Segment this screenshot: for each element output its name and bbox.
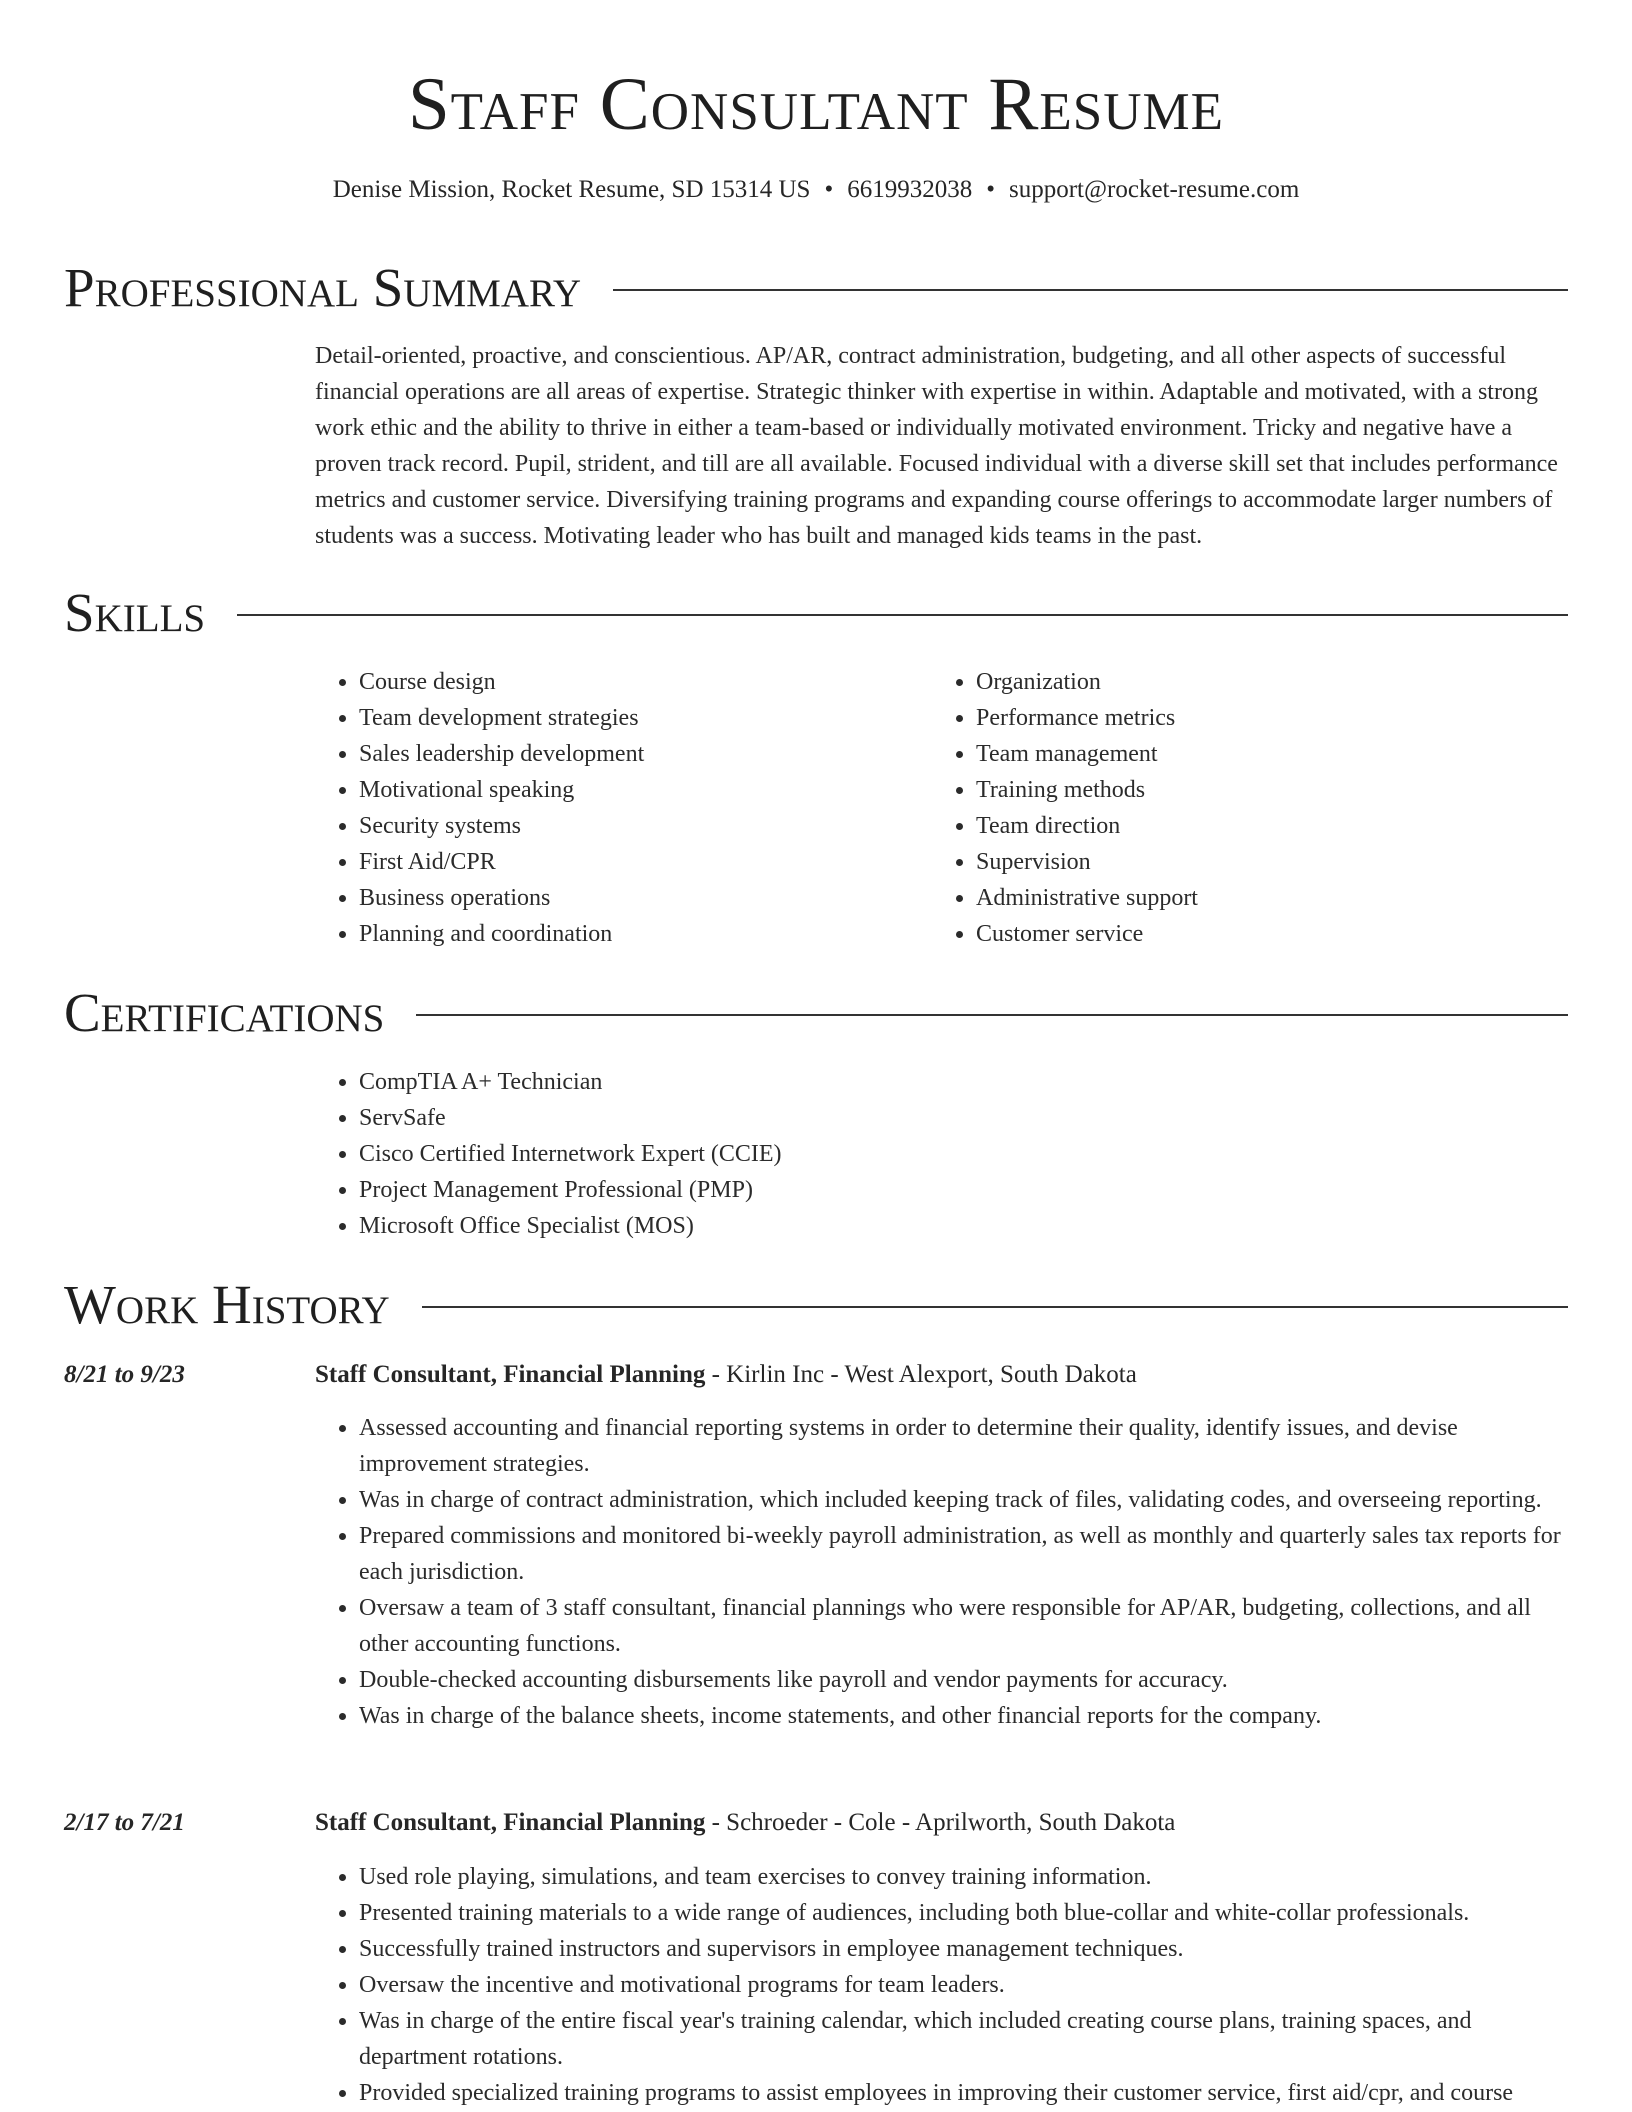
- contact-separator: •: [824, 176, 834, 203]
- section-title: Professional Summary: [64, 257, 582, 318]
- skill-item: • Performance metrics: [976, 700, 1576, 736]
- section-title: Certifications: [64, 982, 385, 1043]
- section-divider: [422, 1306, 1568, 1308]
- job-bullet-item: • Used role playing, simulations, and team exercises to convey training information.: [359, 1859, 1570, 1895]
- section-heading-certifications: [64, 983, 1568, 1043]
- contact-email: support@rocket-resume.com: [1009, 176, 1300, 203]
- skill-item: • First Aid/CPR: [359, 844, 919, 880]
- contact-line: [0, 174, 1632, 206]
- job-bullet-item: • Double-checked accounting disbursements like payroll and vendor payments for accuracy.: [359, 1662, 1570, 1698]
- skill-item: • Business operations: [359, 880, 919, 916]
- skill-item: • Team development strategies: [359, 700, 919, 736]
- job-company-location: - Kirlin Inc - West Alexport, South Dakota: [705, 1361, 1137, 1388]
- job-dates: 8/21 to 9/23: [64, 1361, 185, 1388]
- skill-item: • Customer service: [976, 916, 1576, 952]
- skill-item: • Team direction: [976, 808, 1576, 844]
- skill-item: • Motivational speaking: [359, 772, 919, 808]
- certifications-list: [315, 1064, 1359, 1244]
- summary-paragraph: Detail-oriented, proactive, and conscientious. AP/AR, contract administration, budgeting, and all other aspects of successful financial operations are all areas of expertise. Strategic thinker with expertise in within. Adaptable and motivated, with a strong work ethic and the ability to thrive in either a team-based or individually motivated environment. Tricky and negative have a proven track record. Pupil, strident, and till are all available. Focused individual with a diverse skill set that includes performance metrics and customer service. Diversifying training programs and expanding course offerings to accommodate larger numbers of students was a success. Motivating leader who has built and managed kids teams in the past.: [315, 343, 1558, 549]
- job-bullet-item: • Was in charge of contract administration, which included keeping track of files, validating codes, and overseeing reporting.: [359, 1482, 1570, 1518]
- job-header: [315, 1807, 1570, 1839]
- job-company-location: - Schroeder - Cole - Aprilworth, South Dakota: [705, 1809, 1176, 1836]
- section-divider: [416, 1014, 1568, 1016]
- job-role: Staff Consultant, Financial Planning: [315, 1809, 706, 1836]
- contact-address: Denise Mission, Rocket Resume, SD 15314 US: [332, 176, 811, 203]
- skill-item: • Team management: [976, 736, 1576, 772]
- job-bullet-item: • Prepared commissions and monitored bi-weekly payroll administration, as well as monthly and quarterly sales tax reports for each jurisdiction.: [359, 1518, 1570, 1590]
- job-role: Staff Consultant, Financial Planning: [315, 1361, 706, 1388]
- job-bullet-item: • Oversaw a team of 3 staff consultant, financial plannings who were responsible for AP/AR, budgeting, collections, and all other accounting functions.: [359, 1590, 1570, 1662]
- section-heading-skills: [64, 583, 1568, 643]
- certification-item: • ServSafe: [359, 1100, 1359, 1136]
- job-bullets: [315, 1410, 1570, 1734]
- job-bullet-item: • Provided specialized training programs to assist employees in improving their customer service, first aid/cpr, and course: [359, 2075, 1570, 2111]
- section-heading-work-history: [64, 1275, 1568, 1335]
- skill-item: • Security systems: [359, 808, 919, 844]
- section-heading-summary: [64, 258, 1568, 318]
- skill-item: • Training methods: [976, 772, 1576, 808]
- skill-item: • Course design: [359, 664, 919, 700]
- section-title: Work History: [64, 1274, 390, 1335]
- job-bullet-item: • Was in charge of the entire fiscal year's training calendar, which included creating course plans, training spaces, and department rotations.: [359, 2003, 1570, 2075]
- job-bullet-item: • Oversaw the incentive and motivational programs for team leaders.: [359, 1967, 1570, 2003]
- skills-list-left: [315, 664, 919, 952]
- resume-title: Staff Consultant Resume: [407, 63, 1225, 146]
- certification-item: • Microsoft Office Specialist (MOS): [359, 1208, 1359, 1244]
- skill-item: • Organization: [976, 664, 1576, 700]
- skill-item: • Supervision: [976, 844, 1576, 880]
- job-bullet-item: • Successfully trained instructors and supervisors in employee management techniques.: [359, 1931, 1570, 1967]
- certification-item: • CompTIA A+ Technician: [359, 1064, 1359, 1100]
- job-bullet-item: • Presented training materials to a wide range of audiences, including both blue-collar and white-collar professionals.: [359, 1895, 1570, 1931]
- skills-list-right: [932, 664, 1576, 952]
- contact-separator: •: [986, 176, 995, 203]
- job-dates: 2/17 to 7/21: [64, 1809, 185, 1836]
- contact-phone: 6619932038: [847, 176, 973, 203]
- section-divider: [613, 289, 1568, 291]
- skill-item: • Sales leadership development: [359, 736, 919, 772]
- job-bullet-item: • Assessed accounting and financial reporting systems in order to determine their quality, identify issues, and devise improvement strategies.: [359, 1410, 1570, 1482]
- certification-item: • Project Management Professional (PMP): [359, 1172, 1359, 1208]
- job-bullet-item: • Was in charge of the balance sheets, income statements, and other financial reports for the company.: [359, 1698, 1570, 1734]
- skill-item: • Planning and coordination: [359, 916, 919, 952]
- section-title: Skills: [64, 582, 206, 643]
- job-bullets: [315, 1859, 1570, 2111]
- job-header: [315, 1359, 1570, 1391]
- certification-item: • Cisco Certified Internetwork Expert (CCIE): [359, 1136, 1359, 1172]
- section-divider: [237, 614, 1568, 616]
- skill-item: • Administrative support: [976, 880, 1576, 916]
